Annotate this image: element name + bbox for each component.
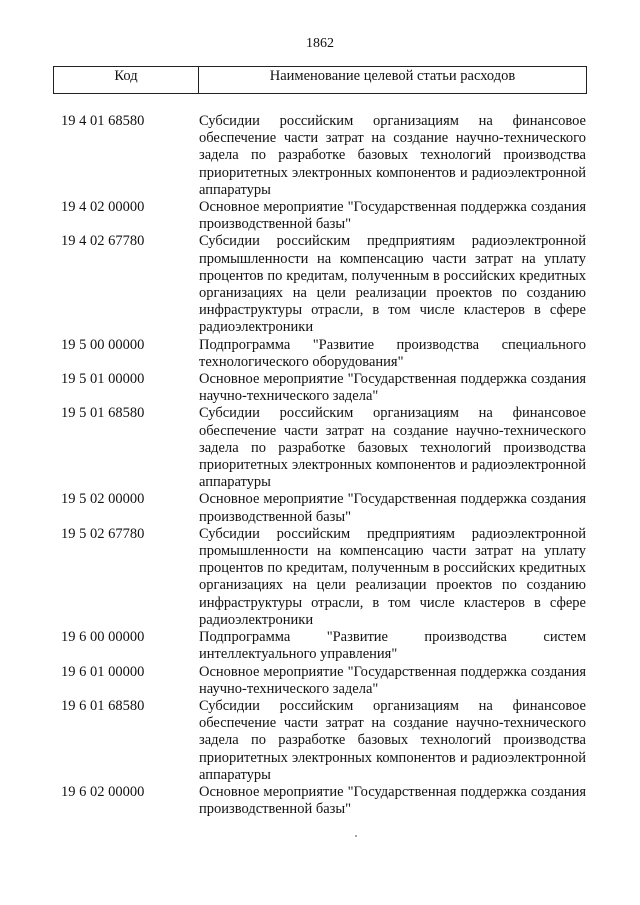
table-header xyxy=(53,66,587,94)
row-code: 19 4 02 67780 xyxy=(61,233,145,250)
row-description: Субсидии российским предприятиям радиоэлектронной промышленности на компенсацию части затрат на уплату процентов по кредитам, полученным в российских кредитных организациях на цели реализации проектов по созданию инфраструктуры отрасли, в том числе кластеров в сфере радиоэлектроники xyxy=(199,525,586,628)
row-code: 19 4 02 00000 xyxy=(61,199,145,216)
row-description: Основное мероприятие "Государственная поддержка создания научно-технического задела" xyxy=(199,663,586,697)
table-row xyxy=(0,784,640,818)
row-description: Субсидии российским предприятиям радиоэлектронной промышленности на компенсацию части затрат на уплату процентов по кредитам, полученным в российских кредитных организациях на цели реализации проектов по созданию инфраструктуры отрасли, в том числе кластеров в сфере радиоэлектроники xyxy=(199,233,586,336)
row-code: 19 5 00 00000 xyxy=(61,336,145,353)
table-row xyxy=(0,405,640,491)
table-row xyxy=(0,337,640,371)
row-description: Основное мероприятие "Государственная поддержка создания научно-технического задела" xyxy=(199,371,586,405)
table-row xyxy=(0,491,640,525)
scan-speck xyxy=(355,835,357,837)
row-code: 19 5 02 00000 xyxy=(61,491,145,508)
row-code: 19 6 01 68580 xyxy=(61,697,145,714)
table-row xyxy=(0,698,640,784)
header-name-column: Наименование целевой статьи расходов xyxy=(269,68,516,84)
budget-items-list xyxy=(0,113,640,818)
row-description: Субсидии российским организациям на финансовое обеспечение части затрат на создание научно-технического задела по разработке базовых технологий производства приоритетных электронных компонентов и радиоэлектронной аппаратуры xyxy=(199,697,586,783)
table-row xyxy=(0,526,640,629)
table-row xyxy=(0,664,640,698)
table-row xyxy=(0,199,640,233)
row-description: Подпрограмма "Развитие производства систем интеллектуального управления" xyxy=(199,629,586,663)
page-number: 1862 xyxy=(306,36,334,51)
table-row xyxy=(0,629,640,663)
row-code: 19 5 01 68580 xyxy=(61,405,145,422)
row-description: Субсидии российским организациям на финансовое обеспечение части затрат на создание научно-технического задела по разработке базовых технологий производства приоритетных электронных компонентов и радиоэлектронной аппаратуры xyxy=(199,405,586,491)
row-description: Субсидии российским организациям на финансовое обеспечение части затрат на создание научно-технического задела по разработке базовых технологий производства приоритетных электронных компонентов и радиоэлектронной аппаратуры xyxy=(199,113,586,198)
table-row xyxy=(0,233,640,336)
row-code: 19 6 02 00000 xyxy=(61,783,145,800)
row-description: Основное мероприятие "Государственная поддержка создания производственной базы" xyxy=(199,199,586,233)
table-row xyxy=(0,113,640,199)
row-description: Основное мероприятие "Государственная поддержка создания производственной базы" xyxy=(199,491,586,525)
row-description: Основное мероприятие "Государственная поддержка создания производственной базы" xyxy=(199,783,586,818)
row-code: 19 5 01 00000 xyxy=(61,371,145,388)
row-code: 19 5 02 67780 xyxy=(61,525,145,542)
row-code: 19 4 01 68580 xyxy=(61,113,145,129)
table-row xyxy=(0,371,640,405)
row-code: 19 6 01 00000 xyxy=(61,663,145,680)
header-code-column: Код xyxy=(54,67,199,93)
row-description: Подпрограмма "Развитие производства специального технологического оборудования" xyxy=(199,336,586,370)
row-code: 19 6 00 00000 xyxy=(61,629,145,646)
